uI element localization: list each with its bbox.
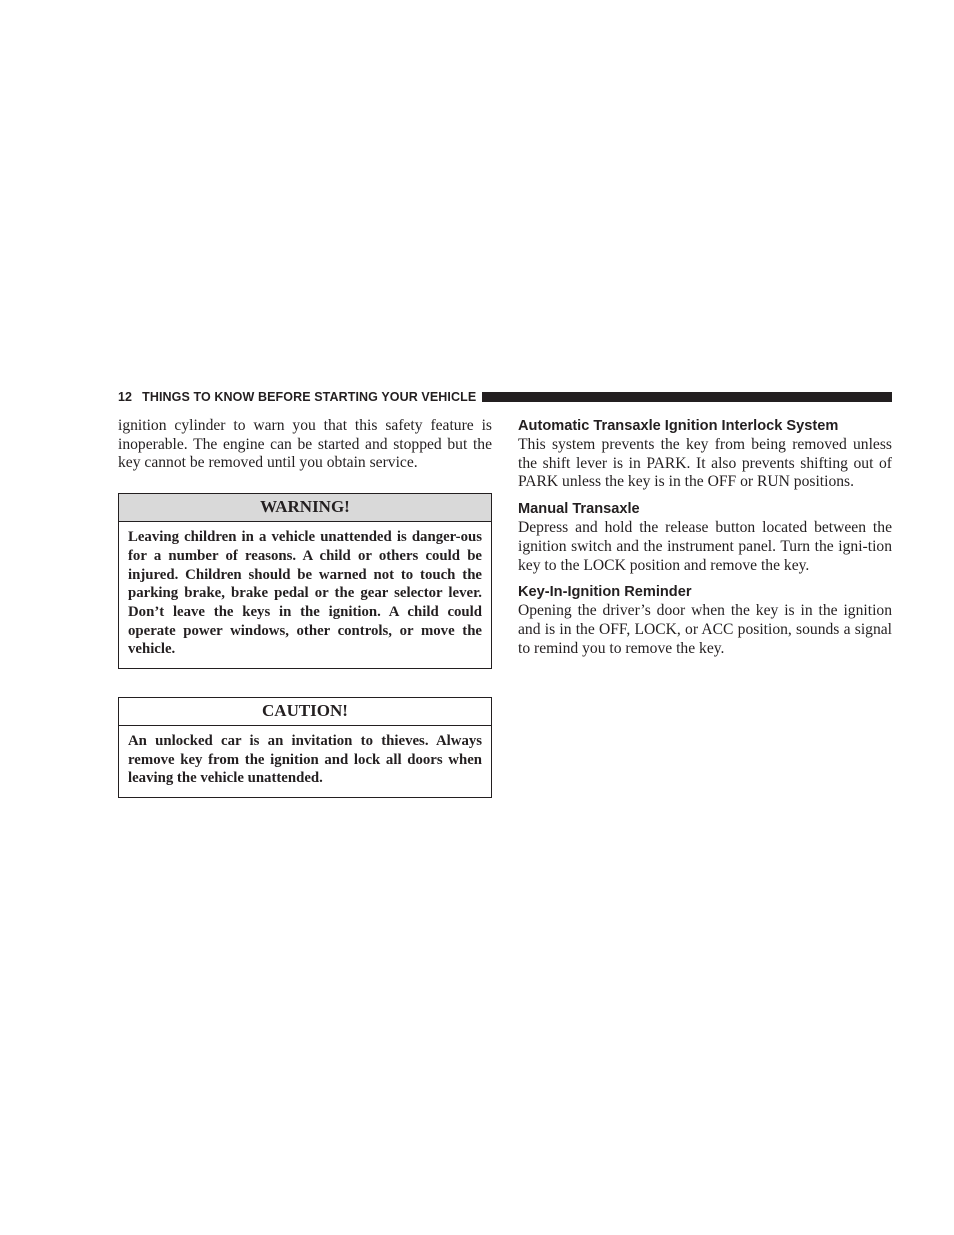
header-text xyxy=(118,390,476,404)
section-body: This system prevents the key from being removed unless the shift lever is in PARK. It also prevents shifting out of PARK unless the key is in the OFF or RUN positions. xyxy=(518,436,892,491)
section-manual-transaxle xyxy=(518,500,892,575)
page-header xyxy=(118,389,892,405)
warning-title: WARNING! xyxy=(119,494,491,522)
right-column xyxy=(518,417,892,658)
section-automatic-transaxle xyxy=(518,417,892,492)
section-heading: Automatic Transaxle Ignition Interlock System xyxy=(518,418,839,434)
section-key-in-ignition-reminder xyxy=(518,583,892,658)
warning-box xyxy=(118,493,492,669)
left-column xyxy=(118,417,492,798)
intro-paragraph: ignition cylinder to warn you that this safety feature is inoperable. The engine can be started and stopped but the key cannot be removed until you obtain service. xyxy=(118,417,492,472)
page-number: 12 xyxy=(118,390,133,404)
section-heading: Manual Transaxle xyxy=(518,501,640,518)
caution-body: An unlocked car is an invitation to thieves. Always remove key from the ignition and lock all doors when leaving the vehicle unattended. xyxy=(128,733,482,787)
section-title: THINGS TO KNOW BEFORE STARTING YOUR VEHICLE xyxy=(142,390,477,404)
caution-box xyxy=(118,697,492,798)
section-body: Opening the driver’s door when the key is in the ignition and is in the OFF, LOCK, or ACC position, sounds a signal to remind you to remove the key. xyxy=(518,602,892,657)
caution-title: CAUTION! xyxy=(119,698,491,726)
header-rule xyxy=(482,392,892,402)
section-heading: Key-In-Ignition Reminder xyxy=(518,584,692,601)
section-body: Depress and hold the release button located between the ignition switch and the instrument panel. Turn the igni-tion key to the LOCK position and remove the key. xyxy=(518,519,892,574)
warning-body: Leaving children in a vehicle unattended is danger-ous for a number of reasons. A child or others could be injured. Children should be warned not to touch the parking brake, brake pedal or the gear selector lever. Don’t leave the keys in the ignition. A child could operate power windows, other controls, or move the vehicle. xyxy=(128,529,482,658)
